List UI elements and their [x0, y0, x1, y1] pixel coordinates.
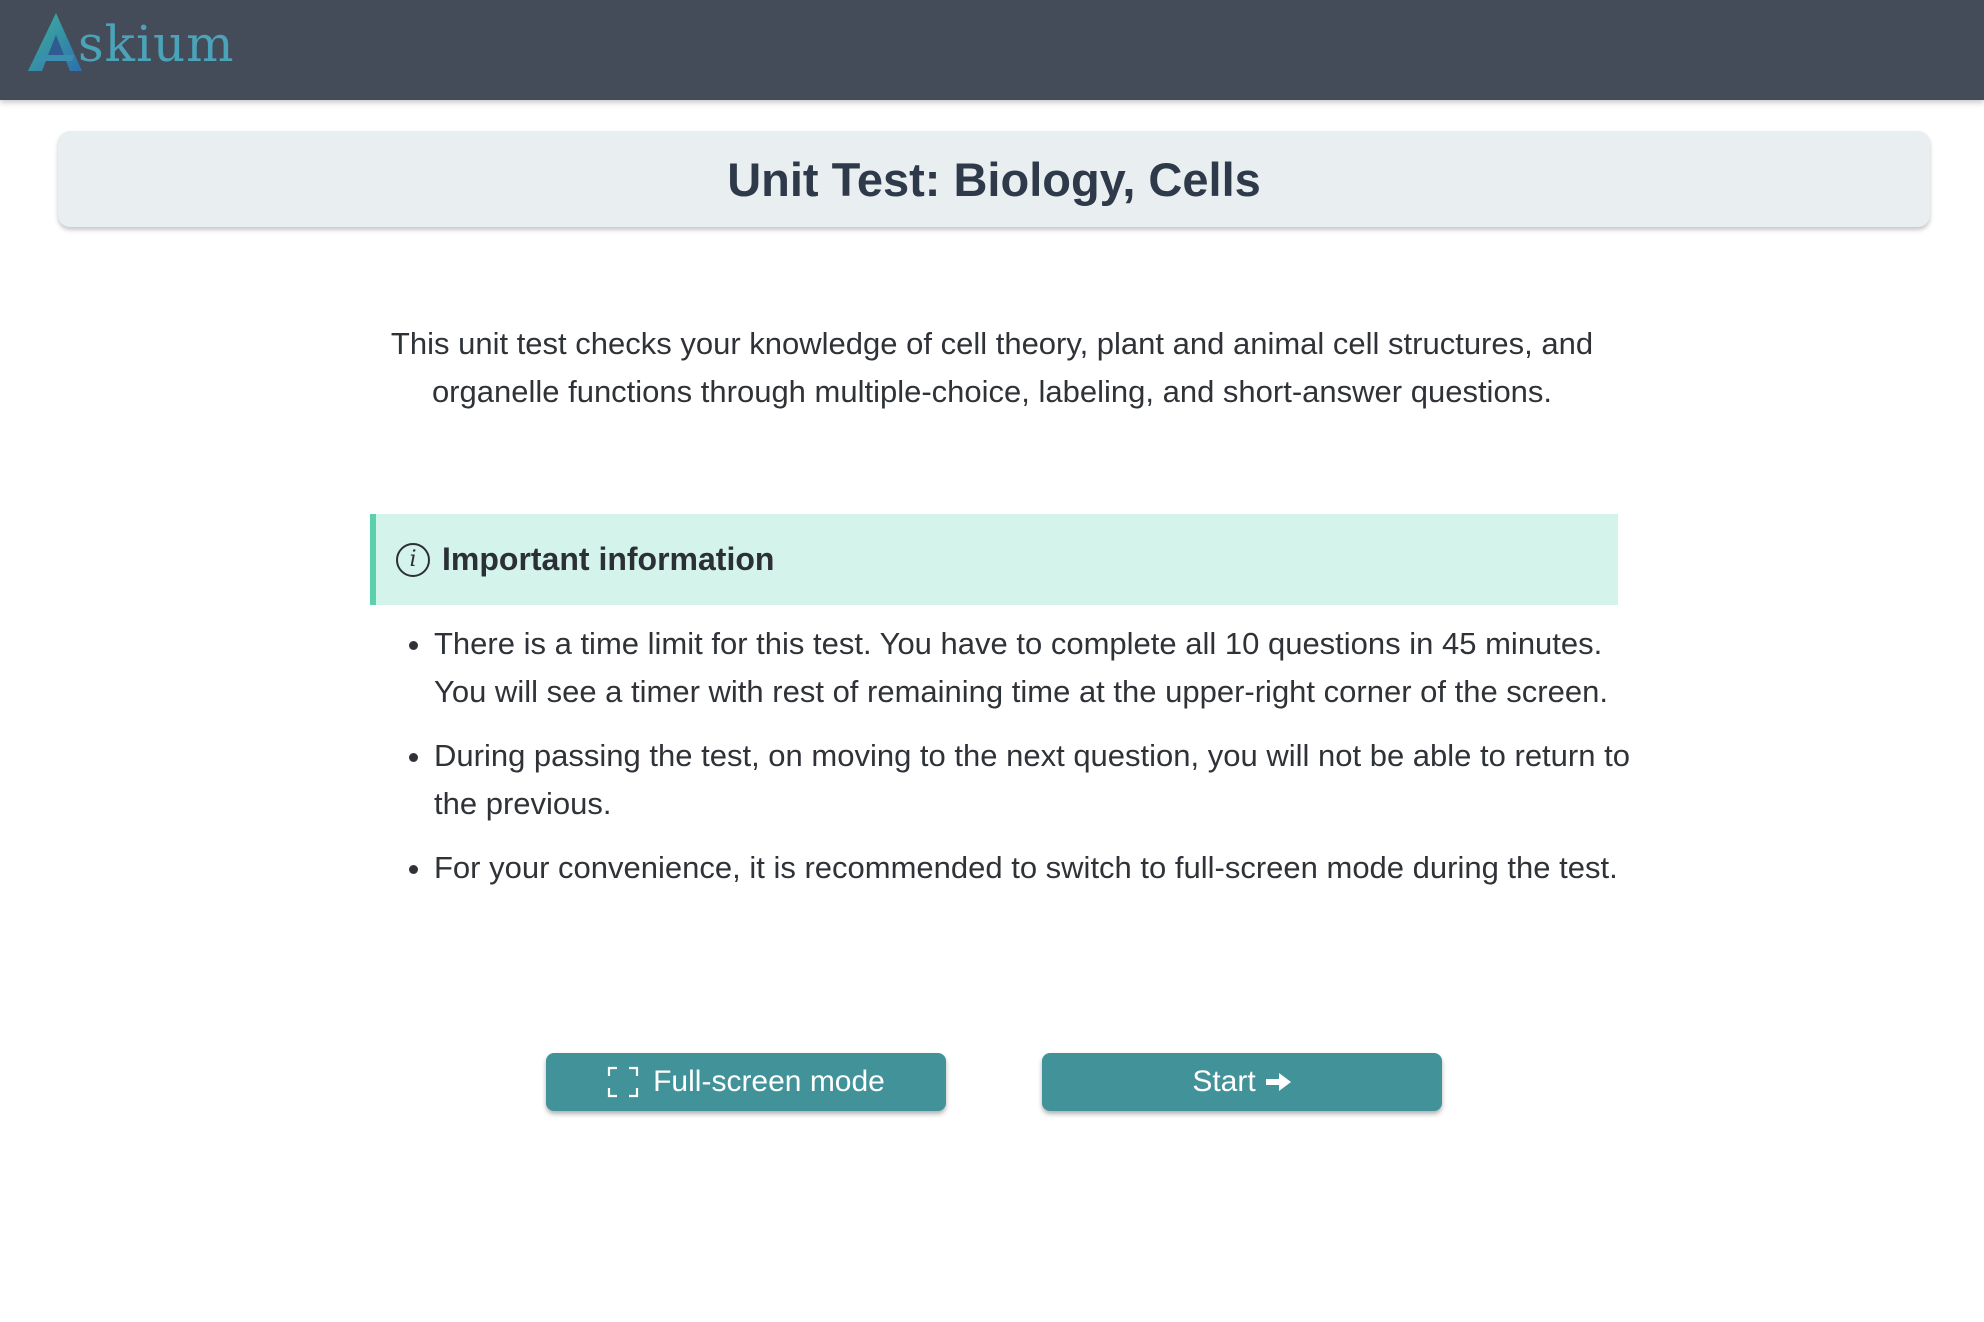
list-item: • For your convenience, it is recommended to switch to full-screen mode during the test.	[434, 844, 1630, 892]
top-bar	[0, 0, 1984, 100]
fullscreen-icon	[607, 1066, 639, 1098]
askium-logo[interactable]	[26, 10, 235, 74]
start-button-label: Start	[1192, 1065, 1256, 1098]
info-title: Important information	[442, 541, 775, 577]
fullscreen-button-label: Full-screen mode	[653, 1065, 885, 1098]
important-info-banner	[370, 514, 1618, 605]
rules-list	[400, 620, 1630, 908]
page-title: Unit Test: Biology, Cells	[727, 152, 1261, 206]
arrow-right-icon	[1266, 1072, 1292, 1092]
test-description: This unit test checks your knowledge of cell theory, plant and animal cell structures, and organelle functions through multiple-choice, labeling, and short-answer questions.	[390, 326, 1594, 409]
fullscreen-button[interactable]	[546, 1053, 946, 1111]
title-card	[58, 131, 1930, 227]
list-item: • There is a time limit for this test. You have to complete all 10 questions in 45 minutes. You will see a timer with rest of remaining time at the upper-right corner of the screen.	[434, 620, 1630, 716]
logo-text: skium	[78, 15, 235, 73]
list-item: • During passing the test, on moving to the next question, you will not be able to return to the previous.	[434, 732, 1630, 828]
info-icon: i	[396, 543, 430, 577]
start-button[interactable]	[1042, 1053, 1442, 1111]
logo-a-icon	[26, 11, 84, 73]
